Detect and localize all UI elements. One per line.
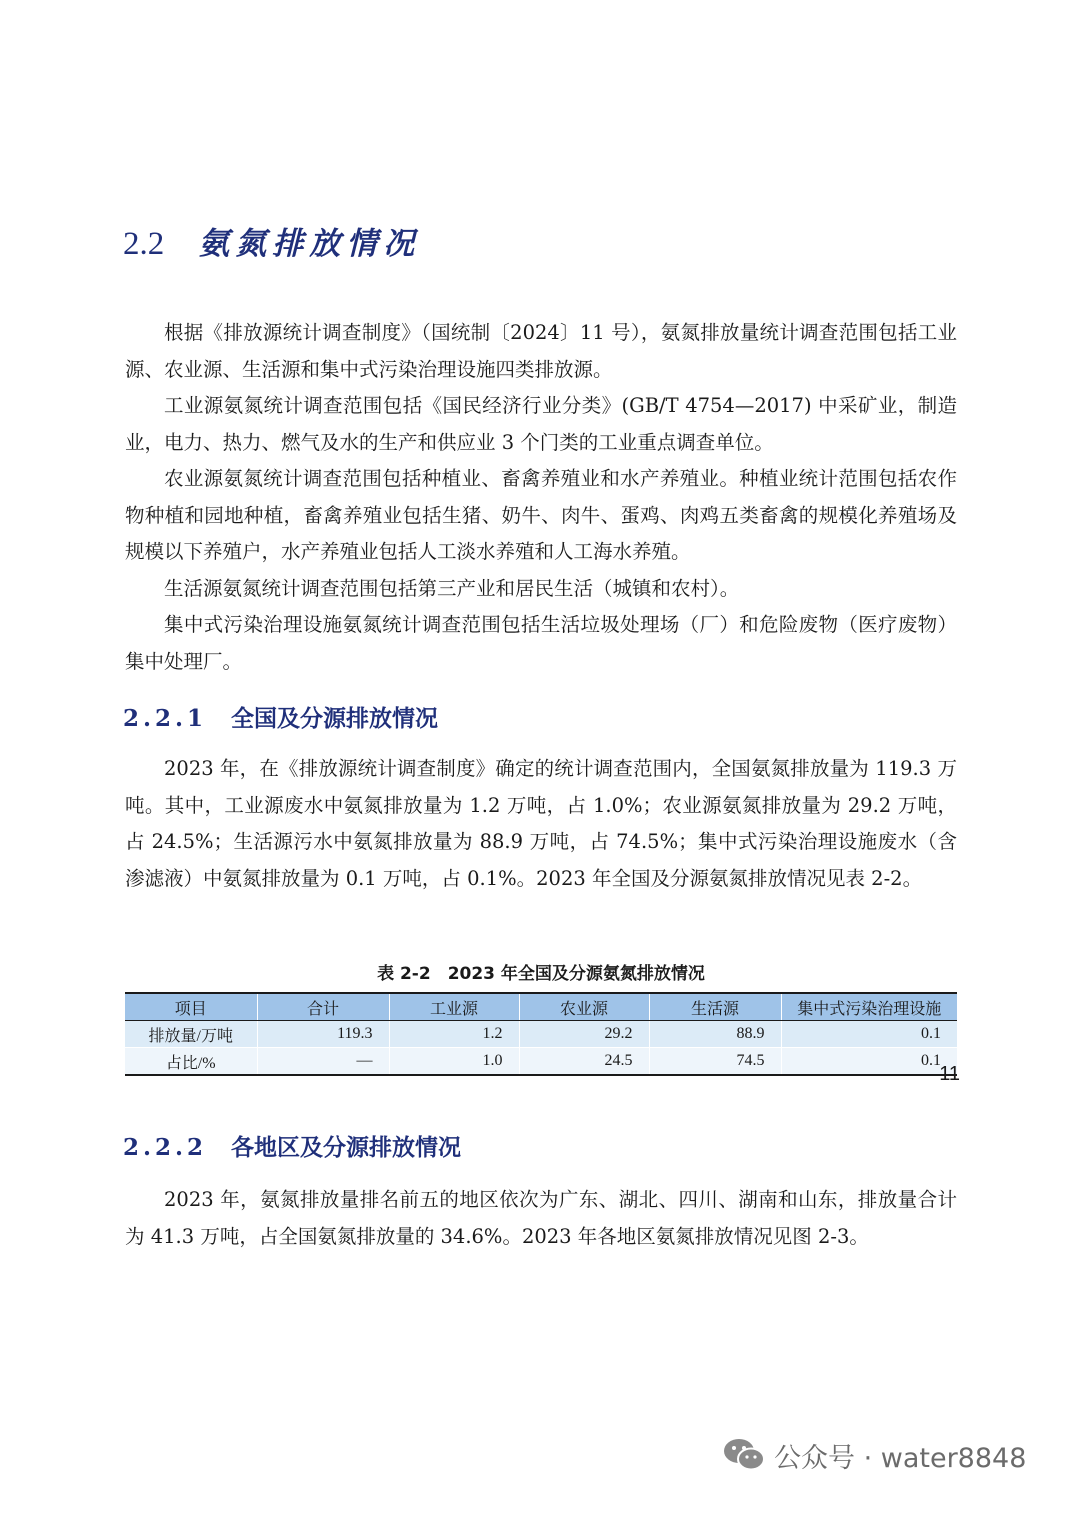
paragraph: 根据《排放源统计调查制度》（国统制〔2024〕11 号），氨氮排放量统计调查范围包括工业源、农业源、生活源和集中式污染治理设施四类排放源。	[125, 321, 957, 381]
intro-text	[125, 315, 957, 680]
watermark	[722, 1430, 1026, 1480]
table-cell: —	[257, 1048, 389, 1076]
table-header-row	[125, 993, 957, 1021]
table-cell: 74.5	[649, 1048, 781, 1076]
table-cell: 1.2	[389, 1021, 519, 1048]
table-cell: 1.0	[389, 1048, 519, 1076]
table-header-cell: 合计	[257, 993, 389, 1021]
paragraph: 2023 年，在《排放源统计调查制度》确定的统计调查范围内，全国氨氮排放量为 119.3 万吨。其中，工业源废水中氨氮排放量为 1.2 万吨，占 1.0%；农业源氨氮排放量为 29.2 万吨，占 24.5%；生活源污水中氨氮排放量为 88.9 万吨，占 74.5%；集中式污染治理设施废水（含渗滤液）中氨氮排放量为 0.1 万吨，占 0.1%。2023 年全国及分源氨氮排放情况见表 2-2。	[125, 757, 957, 890]
section-number: 2.2	[123, 226, 165, 262]
subsection-heading-2	[123, 1129, 461, 1162]
table-header-cell: 集中式污染治理设施	[781, 993, 957, 1021]
table-cell: 0.1	[781, 1021, 957, 1048]
subsection-heading-1	[123, 700, 438, 733]
paragraph: 集中式污染治理设施氨氮统计调查范围包括生活垃圾处理场（厂）和危险废物（医疗废物）集中处理厂。	[125, 613, 957, 673]
wechat-icon	[722, 1437, 766, 1473]
subsection-title: 全国及分源排放情况	[231, 705, 439, 732]
table-row	[125, 1021, 957, 1048]
subsection-number: 2.2.1	[123, 705, 208, 732]
watermark-label: 公众号 · water8848	[774, 1442, 1027, 1474]
emission-table	[125, 992, 957, 1076]
table-cell: 0.1	[781, 1048, 957, 1076]
paragraph: 农业源氨氮统计调查范围包括种植业、畜禽养殖业和水产养殖业。种植业统计范围包括农作物种植和园地种植，畜禽养殖业包括生猪、奶牛、肉牛、蛋鸡、肉鸡五类畜禽的规模化养殖场及规模以下养殖户，水产养殖业包括人工淡水养殖和人工海水养殖。	[125, 467, 957, 563]
table-cell: 119.3	[257, 1021, 389, 1048]
table-header-cell: 工业源	[389, 993, 519, 1021]
table-header-cell: 生活源	[649, 993, 781, 1021]
paragraph: 工业源氨氮统计调查范围包括《国民经济行业分类》(GB/T 4754—2017) 中采矿业，制造业，电力、热力、燃气及水的生产和供应业 3 个门类的工业重点调查单位。	[125, 394, 957, 454]
page-number: 11	[939, 1063, 960, 1085]
section-heading	[123, 218, 420, 270]
table-cell: 24.5	[519, 1048, 649, 1076]
subsection-number: 2.2.2	[123, 1134, 208, 1161]
table-header-cell: 农业源	[519, 993, 649, 1021]
table-row	[125, 1048, 957, 1076]
table-caption: 表 2-2 2023 年全国及分源氨氮排放情况	[377, 964, 705, 984]
subsection-title: 各地区及分源排放情况	[231, 1134, 462, 1161]
table-cell: 29.2	[519, 1021, 649, 1048]
table-header-cell: 项目	[125, 993, 257, 1021]
table-cell: 排放量/万吨	[125, 1021, 257, 1048]
paragraph: 生活源氨氮统计调查范围包括第三产业和居民生活（城镇和农村）。	[164, 576, 740, 600]
paragraph: 2023 年，氨氮排放量排名前五的地区依次为广东、湖北、四川、湖南和山东，排放量合计为 41.3 万吨，占全国氨氮排放量的 34.6%。2023 年各地区氨氮排放情况见图 2-3。	[125, 1188, 957, 1248]
national-emission-text	[125, 751, 957, 897]
table-cell: 88.9	[649, 1021, 781, 1048]
section-title: 氨氮排放情况	[198, 226, 421, 262]
regional-emission-text	[125, 1182, 957, 1255]
table-cell: 占比/%	[125, 1048, 257, 1076]
